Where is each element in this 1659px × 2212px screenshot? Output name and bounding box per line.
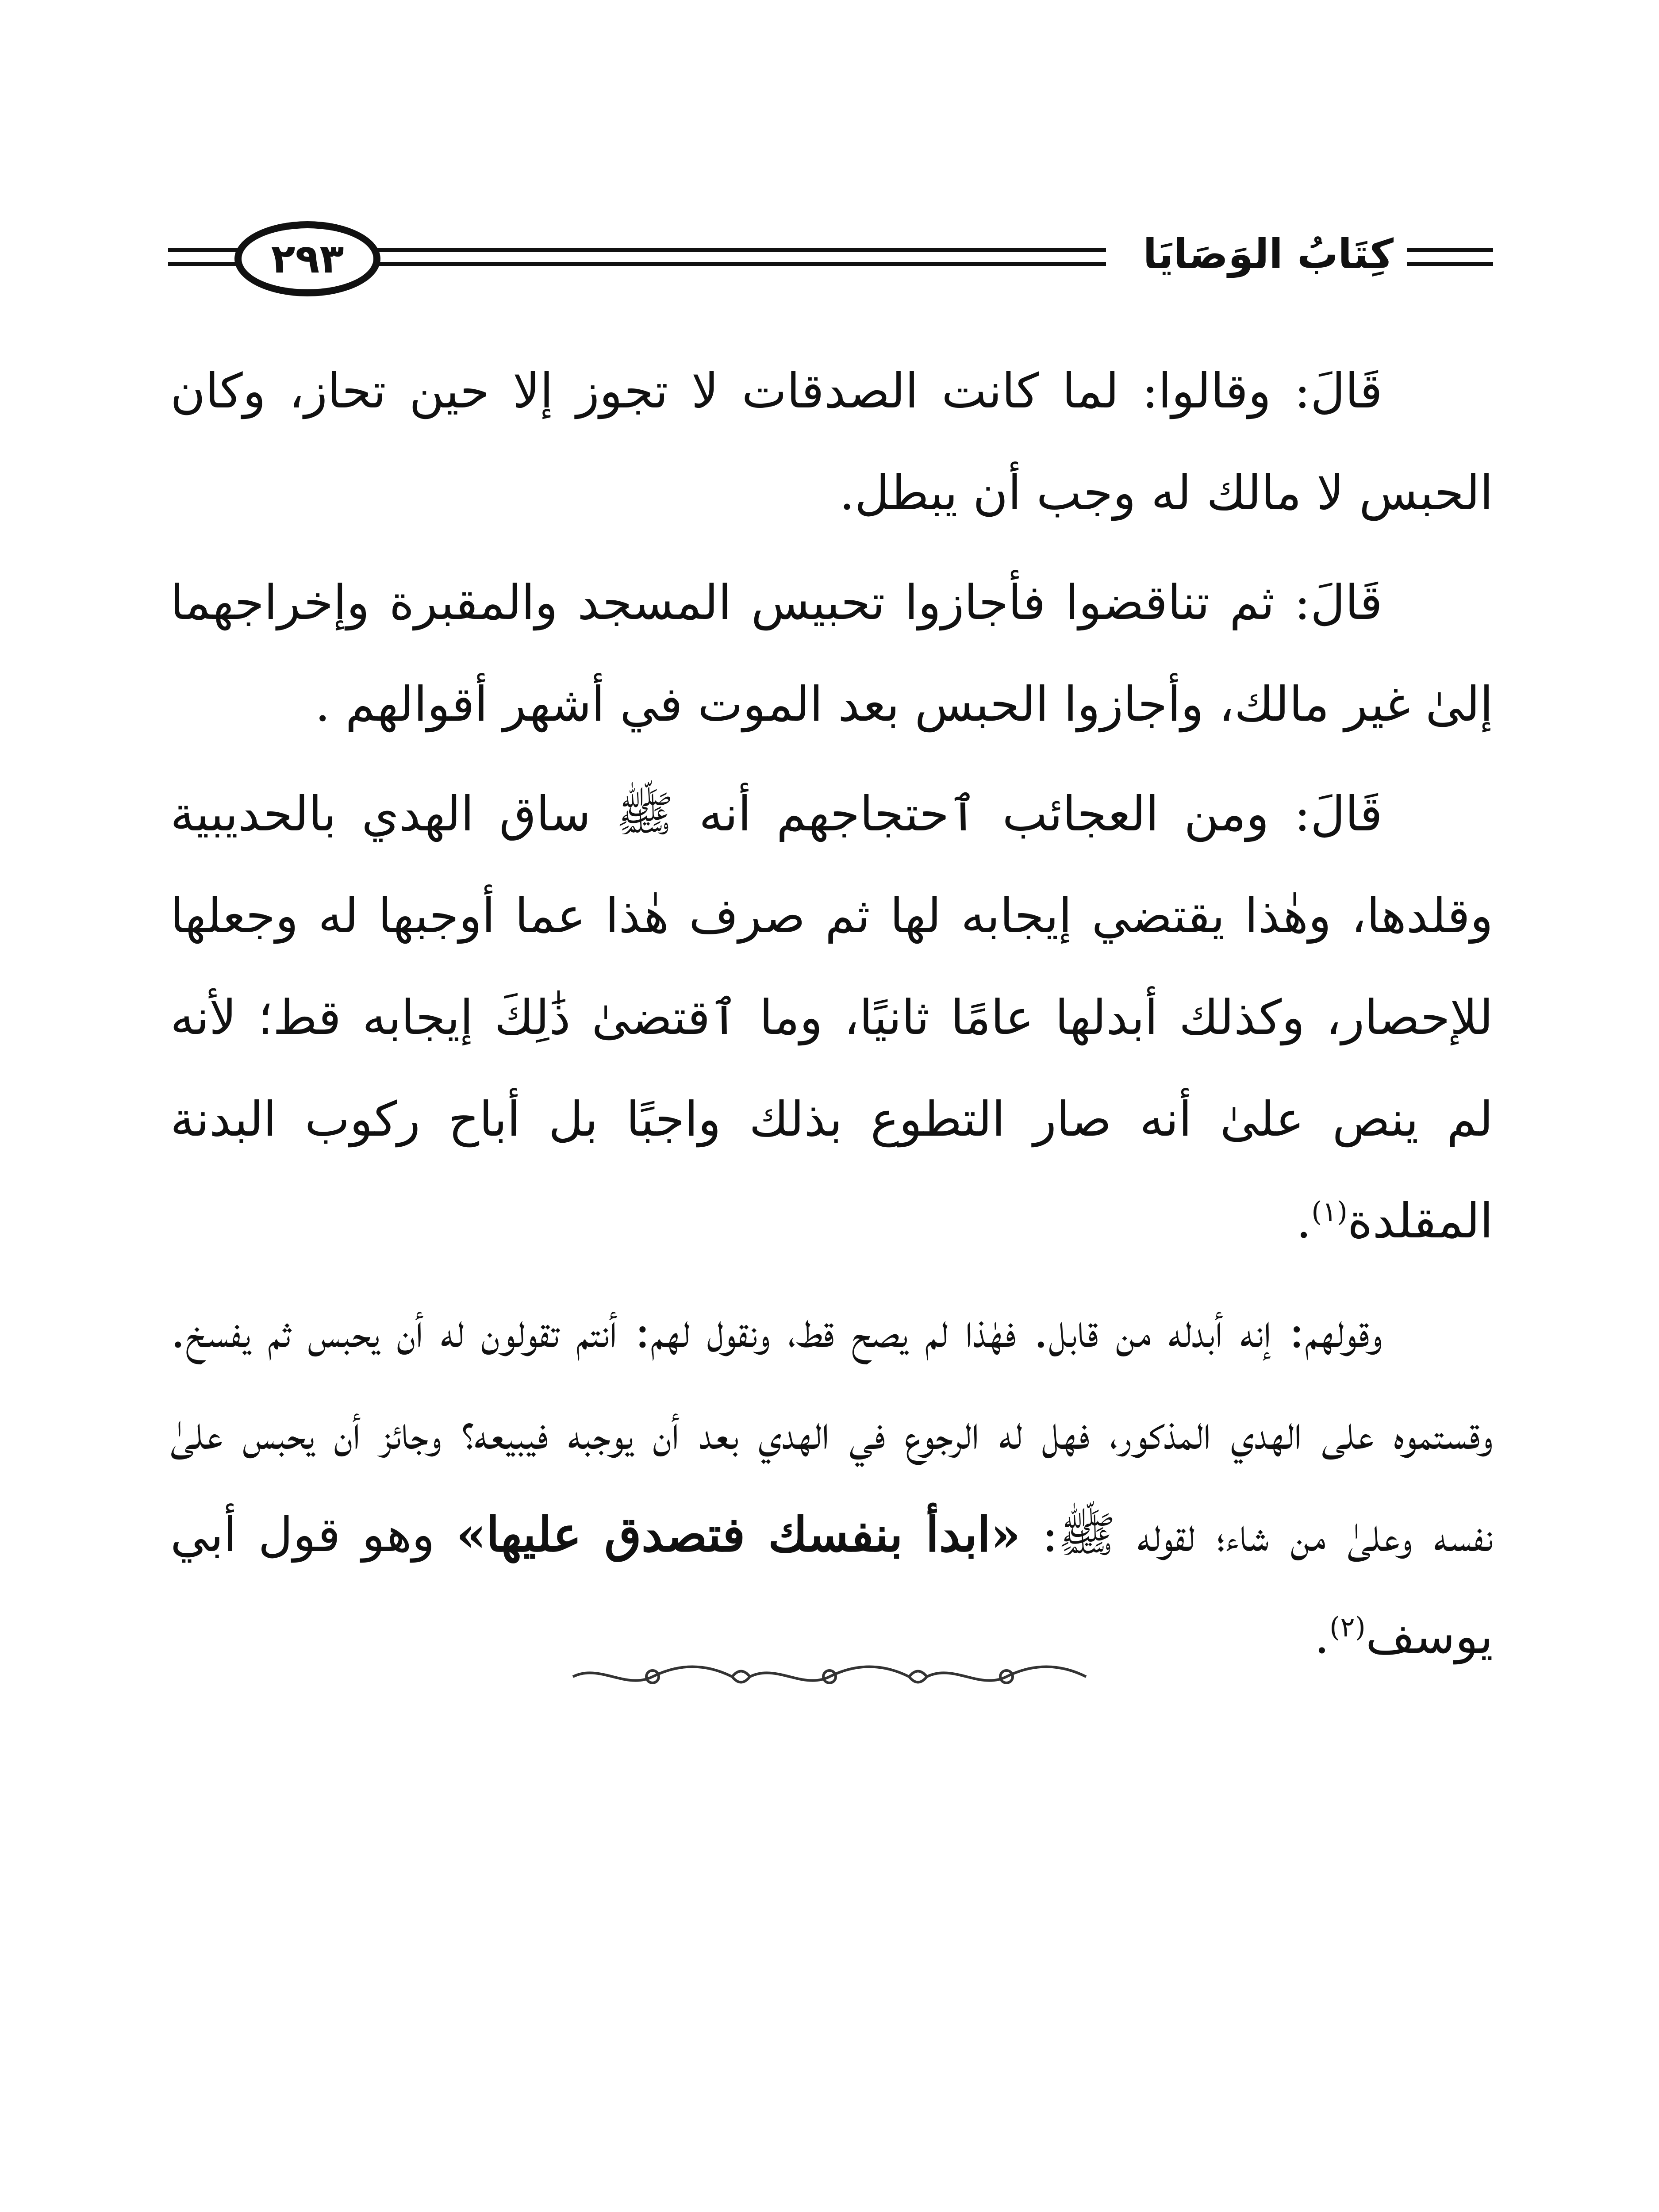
text-line: وقلدها، وهٰذا يقتضي إيجابه لها ثم صرف هٰذا عما أوجبها له xyxy=(318,888,1493,944)
text-line: قَالَ: وقالوا: لما كانت الصدقات لا تجوز إلا حين تحاز، وكان xyxy=(170,364,1382,419)
book-title: كِتَابُ الوَصَايَا xyxy=(1143,230,1394,278)
footnote-ref-2[interactable]: (٢) xyxy=(1329,1611,1366,1643)
text-line: الرجوع في الهدي بعد أن يوجبه فيبيعه؟ وجائز أن يحبس علىٰ نفسه xyxy=(170,1405,1493,1563)
text-line: وقولهم: إنه أبدله من قابل. فهٰذا لم يصح قط، ونقول لهم: أنتم xyxy=(576,1303,1382,1359)
paragraph-2 xyxy=(170,552,1493,756)
end-mark: . xyxy=(1296,1194,1312,1249)
page-number-oval xyxy=(234,221,380,296)
header-rule-right-top xyxy=(1407,248,1493,252)
footnote-ref-1[interactable]: (١) xyxy=(1311,1195,1348,1228)
text-line: وجعلها للإحصار، وكذلك أبدلها عامًا ثانيًا، وما ٱقتضىٰ ذَٰلِكَ إيجابه xyxy=(170,888,1493,1045)
text-line: الحبس لا مالك له وجب أن يبطل. xyxy=(839,465,1493,521)
paragraph-1 xyxy=(170,341,1493,544)
page-header xyxy=(0,0,1659,336)
text-line: يوسف xyxy=(1365,1609,1493,1664)
text-line: قط؛ لأنه لم ينص علىٰ أنه صار التطوع بذلك واجبًا بل أباح ركوب xyxy=(170,990,1493,1147)
header-rule-right-bottom xyxy=(1407,262,1493,266)
text-line: البدنة المقلدة xyxy=(170,1092,1493,1249)
header-rule-middle-bottom xyxy=(376,262,1106,266)
header-rule-left-bottom xyxy=(168,262,239,266)
text-line: وهو قول أبي xyxy=(170,1507,457,1563)
header-rule-middle-top xyxy=(376,248,1106,252)
main-text xyxy=(170,341,1493,1688)
section-ornament xyxy=(564,1661,1095,1692)
text-line: تقولون له أن يحبس ثم يفسخ. وقستموه على الهدي المذكور، فهل له xyxy=(170,1303,1493,1460)
paragraph-3 xyxy=(170,764,1493,1272)
ornament-icon xyxy=(564,1661,1095,1692)
page-number: ٢٩٣ xyxy=(271,235,344,282)
end-mark: . xyxy=(1314,1609,1330,1664)
header-rule-left-top xyxy=(168,248,239,252)
paragraph-4 xyxy=(170,1280,1493,1688)
text-line: وعلىٰ من شاء؛ لقوله ﷺ: xyxy=(1020,1507,1413,1563)
text-line: قَالَ: ومن العجائب ٱحتجاجهم أنه ﷺ ساق الهدي بالحديبية xyxy=(170,787,1382,842)
text-line: قَالَ: ثم تناقضوا فأجازوا تحبيس المسجد والمقبرة وإخراجهما إلىٰ xyxy=(170,575,1493,732)
hadith-quote: «ابدأ بنفسك فتصدق عليها» xyxy=(456,1507,1021,1563)
text-line: غير مالك، وأجازوا الحبس بعد الموت في أشهر أقوالهم . xyxy=(315,677,1410,732)
